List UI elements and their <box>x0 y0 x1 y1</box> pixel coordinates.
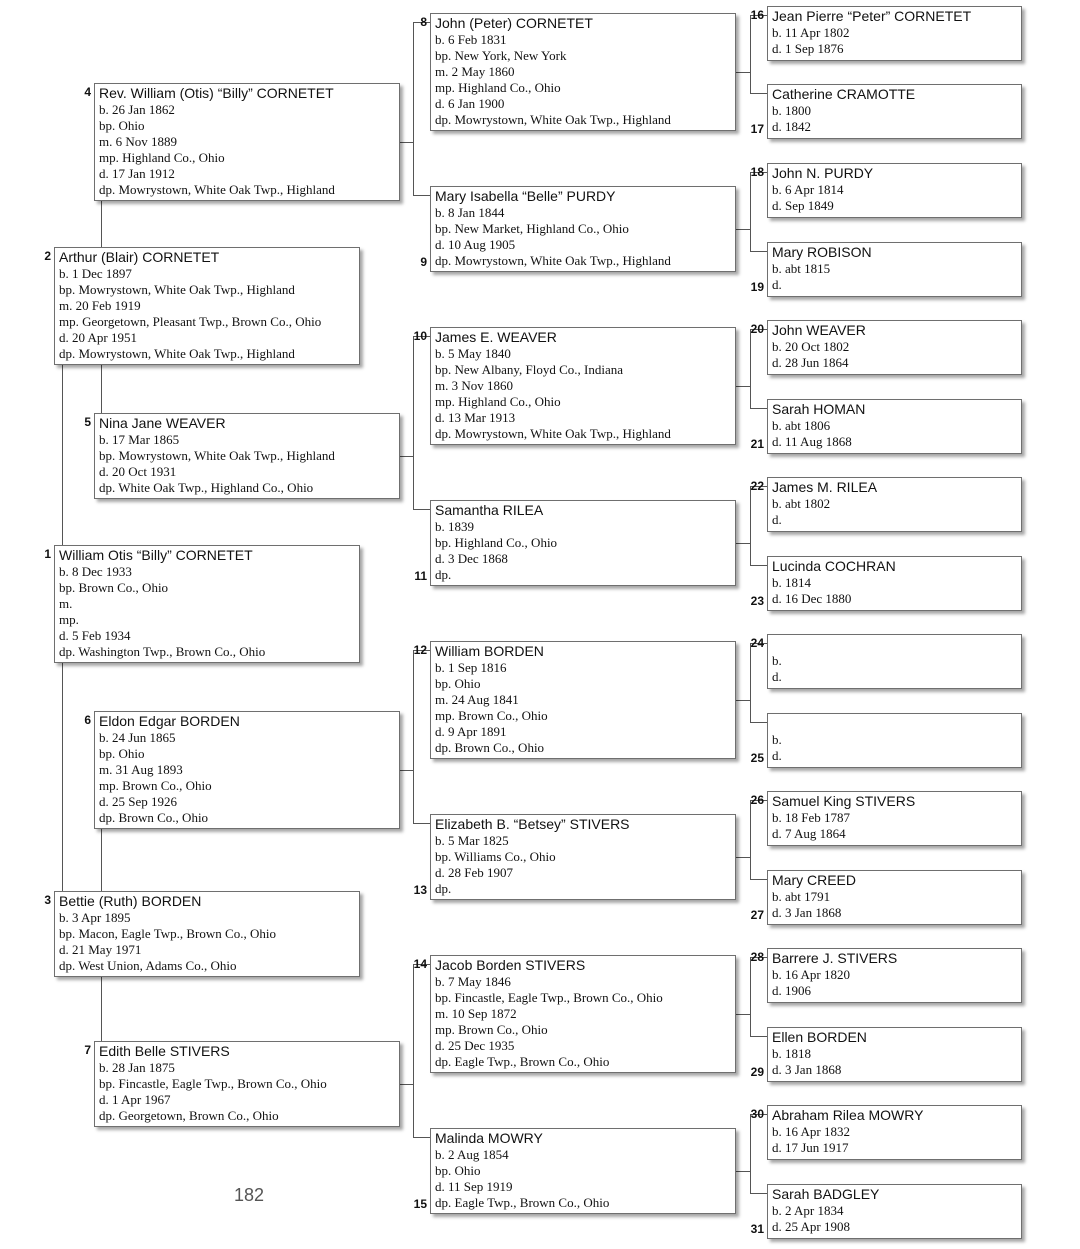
connector-line <box>750 643 751 723</box>
person-detail: b. 1800 <box>772 103 811 118</box>
person-box-8 <box>430 13 736 131</box>
person-detail: d. <box>772 277 782 292</box>
person-detail: dp. West Union, Adams Co., Ohio <box>59 958 237 973</box>
ahnentafel-number: 9 <box>420 255 427 269</box>
person-detail: b. <box>772 653 782 668</box>
person-box-18 <box>767 163 1022 218</box>
ahnentafel-number: 27 <box>750 908 764 922</box>
person-detail: mp. Brown Co., Ohio <box>435 1022 548 1037</box>
connector-line <box>413 336 414 510</box>
connector-line <box>750 408 767 409</box>
ahnentafel-number: 21 <box>750 437 764 451</box>
connector-line <box>413 964 414 1138</box>
person-detail: bp. Ohio <box>435 1163 481 1178</box>
connector-line <box>400 1084 413 1085</box>
person-detail: d. 10 Aug 1905 <box>435 237 516 252</box>
ahnentafel-number: 31 <box>750 1222 764 1236</box>
ahnentafel-number: 12 <box>413 643 427 657</box>
person-box-21 <box>767 399 1022 454</box>
person-detail: d. 25 Sep 1926 <box>99 794 177 809</box>
person-box-23 <box>767 556 1022 611</box>
ahnentafel-number: 5 <box>84 415 91 429</box>
person-detail: b. 2 Apr 1834 <box>772 1203 844 1218</box>
ahnentafel-number: 19 <box>750 280 764 294</box>
person-detail: b. 1839 <box>435 519 474 534</box>
person-detail: b. 26 Jan 1862 <box>99 102 175 117</box>
person-detail: d. 21 May 1971 <box>59 942 142 957</box>
person-detail: mp. <box>59 612 79 627</box>
person-detail: mp. Brown Co., Ohio <box>435 708 548 723</box>
person-name: Edith Belle STIVERS <box>99 1043 230 1059</box>
person-box-6 <box>94 711 400 829</box>
person-detail: dp. <box>435 567 452 582</box>
person-detail: mp. Highland Co., Ohio <box>435 394 561 409</box>
person-detail: d. 20 Oct 1931 <box>99 464 177 479</box>
person-detail: bp. Macon, Eagle Twp., Brown Co., Ohio <box>59 926 276 941</box>
connector-line <box>750 15 751 94</box>
person-name: Jean Pierre “Peter” CORNETET <box>772 8 972 24</box>
person-detail: b. 8 Jan 1844 <box>435 205 505 220</box>
connector-line <box>736 700 750 701</box>
ahnentafel-number: 11 <box>414 569 427 583</box>
connector-line <box>62 365 63 545</box>
person-detail: bp. New Albany, Floyd Co., Indiana <box>435 362 623 377</box>
person-name <box>772 636 1016 653</box>
connector-line <box>413 650 414 824</box>
person-name: Mary Isabella “Belle” PURDY <box>435 188 616 204</box>
person-box-30 <box>767 1105 1022 1160</box>
person-box-12 <box>430 641 736 759</box>
person-name: Abraham Rilea MOWRY <box>772 1107 924 1123</box>
person-detail: bp. New Market, Highland Co., Ohio <box>435 221 629 236</box>
person-box-10 <box>430 327 736 445</box>
person-detail: b. 20 Oct 1802 <box>772 339 850 354</box>
connector-line <box>750 722 767 723</box>
connector-line <box>413 823 430 824</box>
page-number: 182 <box>234 1185 265 1205</box>
person-box-17 <box>767 84 1022 139</box>
connector-line <box>750 1036 767 1037</box>
person-detail: d. 11 Sep 1919 <box>435 1179 513 1194</box>
person-detail: bp. Ohio <box>99 746 145 761</box>
person-name: Malinda MOWRY <box>435 1130 543 1146</box>
person-detail: b. 24 Jun 1865 <box>99 730 176 745</box>
person-detail: bp. New York, New York <box>435 48 567 63</box>
ahnentafel-number: 16 <box>750 8 764 22</box>
ahnentafel-number: 14 <box>413 957 427 971</box>
person-detail: mp. Georgetown, Pleasant Twp., Brown Co., Ohio <box>59 314 322 329</box>
person-name: Lucinda COCHRAN <box>772 558 896 574</box>
person-detail: b. 17 Mar 1865 <box>99 432 180 447</box>
person-detail: b. abt 1806 <box>772 418 831 433</box>
person-detail: b. 18 Feb 1787 <box>772 810 850 825</box>
connector-line <box>101 365 102 413</box>
person-detail: bp. Brown Co., Ohio <box>59 580 169 595</box>
person-detail: b. 28 Jan 1875 <box>99 1060 175 1075</box>
ahnentafel-number: 7 <box>84 1043 91 1057</box>
person-detail: m. 24 Aug 1841 <box>435 692 519 707</box>
person-detail: dp. Brown Co., Ohio <box>435 740 545 755</box>
person-detail: m. <box>59 596 73 611</box>
person-box-1 <box>54 545 360 663</box>
person-detail: d. 1 Apr 1967 <box>99 1092 171 1107</box>
person-detail: d. 6 Jan 1900 <box>435 96 505 111</box>
person-detail: b. 5 May 1840 <box>435 346 511 361</box>
connector-line <box>62 663 63 891</box>
connector-line <box>101 201 102 247</box>
person-detail: d. 17 Jan 1912 <box>99 166 175 181</box>
person-detail: b. 16 Apr 1832 <box>772 1124 850 1139</box>
ahnentafel-number: 10 <box>413 329 427 343</box>
person-box-2 <box>54 247 360 365</box>
person-name: Sarah HOMAN <box>772 401 866 417</box>
ahnentafel-number: 25 <box>750 751 764 765</box>
ahnentafel-number: 23 <box>750 594 764 608</box>
person-name: Bettie (Ruth) BORDEN <box>59 893 202 909</box>
person-box-25 <box>767 713 1022 768</box>
person-detail: bp. Williams Co., Ohio <box>435 849 556 864</box>
ahnentafel-number: 22 <box>750 479 764 493</box>
person-detail: bp. Fincastle, Eagle Twp., Brown Co., Ohio <box>435 990 663 1005</box>
person-detail: dp. Eagle Twp., Brown Co., Ohio <box>435 1054 610 1069</box>
person-detail: d. 28 Jun 1864 <box>772 355 849 370</box>
person-box-26 <box>767 791 1022 846</box>
ahnentafel-number: 3 <box>44 893 51 907</box>
person-detail: b. abt 1815 <box>772 261 831 276</box>
person-box-29 <box>767 1027 1022 1082</box>
person-name: Samantha RILEA <box>435 502 544 518</box>
person-detail: bp. Mowrystown, White Oak Twp., Highland <box>59 282 295 297</box>
person-detail: d. 13 Mar 1913 <box>435 410 516 425</box>
person-box-9 <box>430 186 736 272</box>
connector-line <box>736 229 750 230</box>
person-detail: d. 3 Jan 1868 <box>772 1062 842 1077</box>
ahnentafel-number: 29 <box>750 1065 764 1079</box>
person-detail: m. 10 Sep 1872 <box>435 1006 517 1021</box>
person-name: Eldon Edgar BORDEN <box>99 713 240 729</box>
person-detail: b. 7 May 1846 <box>435 974 511 989</box>
connector-line <box>736 1171 750 1172</box>
connector-line <box>413 509 430 510</box>
ahnentafel-number: 24 <box>750 636 764 650</box>
person-name: Ellen BORDEN <box>772 1029 867 1045</box>
person-box-19 <box>767 242 1022 297</box>
connector-line <box>750 565 767 566</box>
connector-line <box>736 1014 750 1015</box>
person-detail: d. 5 Feb 1934 <box>59 628 131 643</box>
connector-line <box>400 770 413 771</box>
person-name: Sarah BADGLEY <box>772 1186 880 1202</box>
person-name: William Otis “Billy” CORNETET <box>59 547 253 563</box>
person-detail: b. 2 Aug 1854 <box>435 1147 509 1162</box>
person-name: Samuel King STIVERS <box>772 793 916 809</box>
ahnentafel-number: 17 <box>750 122 764 136</box>
person-name: James E. WEAVER <box>435 329 557 345</box>
ahnentafel-number: 30 <box>750 1107 764 1121</box>
person-name: John N. PURDY <box>772 165 874 181</box>
connector-line <box>400 142 413 143</box>
ahnentafel-number: 8 <box>420 15 427 29</box>
person-box-31 <box>767 1184 1022 1239</box>
person-detail: d. 28 Feb 1907 <box>435 865 513 880</box>
ahnentafel-number: 20 <box>750 322 764 336</box>
person-detail: dp. Eagle Twp., Brown Co., Ohio <box>435 1195 610 1210</box>
person-detail: dp. White Oak Twp., Highland Co., Ohio <box>99 480 314 495</box>
person-name: Mary ROBISON <box>772 244 872 260</box>
person-box-14 <box>430 955 736 1073</box>
person-detail: m. 2 May 1860 <box>435 64 515 79</box>
connector-line <box>736 72 750 73</box>
person-detail: bp. Ohio <box>99 118 145 133</box>
person-detail: dp. Georgetown, Brown Co., Ohio <box>99 1108 279 1123</box>
connector-line <box>101 977 102 1041</box>
connector-line <box>413 1137 430 1138</box>
person-detail: m. 20 Feb 1919 <box>59 298 141 313</box>
person-name: John (Peter) CORNETET <box>435 15 593 31</box>
person-name: Barrere J. STIVERS <box>772 950 898 966</box>
person-detail: mp. Brown Co., Ohio <box>99 778 212 793</box>
connector-line <box>736 857 750 858</box>
connector-line <box>101 829 102 891</box>
person-detail: d. <box>772 748 782 763</box>
person-box-13 <box>430 814 736 900</box>
person-detail: b. 6 Feb 1831 <box>435 32 507 47</box>
person-detail: d. 1 Sep 1876 <box>772 41 844 56</box>
person-name: Mary CREED <box>772 872 857 888</box>
person-detail: b. 8 Dec 1933 <box>59 564 132 579</box>
person-box-22 <box>767 477 1022 532</box>
connector-line <box>736 386 750 387</box>
person-detail: dp. Washington Twp., Brown Co., Ohio <box>59 644 266 659</box>
person-detail: b. 16 Apr 1820 <box>772 967 850 982</box>
person-detail: b. 5 Mar 1825 <box>435 833 509 848</box>
connector-line <box>400 456 413 457</box>
person-box-4 <box>94 83 400 201</box>
person-detail: d. 20 Apr 1951 <box>59 330 137 345</box>
connector-line <box>413 22 414 196</box>
ahnentafel-number: 28 <box>750 950 764 964</box>
connector-line <box>750 329 751 409</box>
person-detail: b. 1814 <box>772 575 811 590</box>
ahnentafel-number: 6 <box>84 713 91 727</box>
person-box-7 <box>94 1041 400 1127</box>
connector-line <box>750 486 751 566</box>
person-name: John WEAVER <box>772 322 866 338</box>
connector-line <box>750 879 767 880</box>
person-name: Jacob Borden STIVERS <box>435 957 586 973</box>
person-detail: b. abt 1802 <box>772 496 831 511</box>
person-name: Catherine CRAMOTTE <box>772 86 916 102</box>
person-name: Rev. William (Otis) “Billy” CORNETET <box>99 85 334 101</box>
connector-line <box>750 93 767 94</box>
person-detail: m. 3 Nov 1860 <box>435 378 513 393</box>
person-detail: b. <box>772 732 782 747</box>
connector-line <box>750 172 751 252</box>
person-detail: d. 7 Aug 1864 <box>772 826 846 841</box>
person-detail: b. 3 Apr 1895 <box>59 910 131 925</box>
connector-line <box>750 800 751 880</box>
person-box-24 <box>767 634 1022 689</box>
connector-line <box>750 1114 751 1194</box>
connector-line <box>750 1193 767 1194</box>
person-box-16 <box>767 6 1022 61</box>
person-detail: d. 3 Dec 1868 <box>435 551 508 566</box>
person-box-27 <box>767 870 1022 925</box>
person-detail: m. 6 Nov 1889 <box>99 134 177 149</box>
person-detail: bp. Highland Co., Ohio <box>435 535 558 550</box>
ahnentafel-number: 18 <box>750 165 764 179</box>
connector-line <box>750 251 767 252</box>
person-detail: b. 1818 <box>772 1046 811 1061</box>
person-detail: mp. Highland Co., Ohio <box>435 80 561 95</box>
person-name <box>772 715 1016 732</box>
ahnentafel-number: 15 <box>413 1197 427 1211</box>
person-detail: d. 9 Apr 1891 <box>435 724 507 739</box>
person-detail: d. Sep 1849 <box>772 198 834 213</box>
ahnentafel-number: 4 <box>84 85 91 99</box>
person-detail: bp. Ohio <box>435 676 481 691</box>
person-name: Nina Jane WEAVER <box>99 415 226 431</box>
person-detail: m. 31 Aug 1893 <box>99 762 183 777</box>
person-detail: d. 16 Dec 1880 <box>772 591 852 606</box>
person-box-5 <box>94 413 400 499</box>
person-box-15 <box>430 1128 736 1214</box>
ahnentafel-number: 26 <box>750 793 764 807</box>
person-detail: d. <box>772 669 782 684</box>
person-detail: dp. <box>435 881 452 896</box>
person-detail: d. 11 Aug 1868 <box>772 434 852 449</box>
person-detail: b. abt 1791 <box>772 889 831 904</box>
person-box-11 <box>430 500 736 586</box>
person-detail: b. 6 Apr 1814 <box>772 182 844 197</box>
person-name: James M. RILEA <box>772 479 878 495</box>
person-detail: dp. Mowrystown, White Oak Twp., Highland <box>435 426 671 441</box>
person-box-3 <box>54 891 360 977</box>
person-detail: bp. Mowrystown, White Oak Twp., Highland <box>99 448 335 463</box>
person-detail: dp. Brown Co., Ohio <box>99 810 209 825</box>
person-detail: d. 25 Apr 1908 <box>772 1219 850 1234</box>
person-detail: b. 11 Apr 1802 <box>772 25 850 40</box>
connector-line <box>736 543 750 544</box>
person-detail: d. <box>772 512 782 527</box>
person-detail: d. 1906 <box>772 983 811 998</box>
connector-line <box>750 957 751 1037</box>
person-detail: d. 1842 <box>772 119 811 134</box>
person-box-20 <box>767 320 1022 375</box>
person-detail: dp. Mowrystown, White Oak Twp., Highland <box>99 182 335 197</box>
person-detail: dp. Mowrystown, White Oak Twp., Highland <box>435 112 671 127</box>
person-box-28 <box>767 948 1022 1003</box>
person-detail: d. 17 Jun 1917 <box>772 1140 849 1155</box>
person-detail: bp. Fincastle, Eagle Twp., Brown Co., Ohio <box>99 1076 327 1091</box>
person-detail: b. 1 Sep 1816 <box>435 660 507 675</box>
person-detail: dp. Mowrystown, White Oak Twp., Highland <box>59 346 295 361</box>
person-detail: d. 3 Jan 1868 <box>772 905 842 920</box>
ahnentafel-number: 13 <box>413 883 427 897</box>
person-name: Elizabeth B. “Betsey” STIVERS <box>435 816 630 832</box>
person-detail: b. 1 Dec 1897 <box>59 266 132 281</box>
person-detail: d. 25 Dec 1935 <box>435 1038 515 1053</box>
person-name: Arthur (Blair) CORNETET <box>59 249 220 265</box>
ahnentafel-number: 2 <box>44 249 51 263</box>
ahnentafel-number: 1 <box>44 547 51 561</box>
person-detail: dp. Mowrystown, White Oak Twp., Highland <box>435 253 671 268</box>
connector-line <box>413 195 430 196</box>
person-name: William BORDEN <box>435 643 544 659</box>
person-detail: mp. Highland Co., Ohio <box>99 150 225 165</box>
